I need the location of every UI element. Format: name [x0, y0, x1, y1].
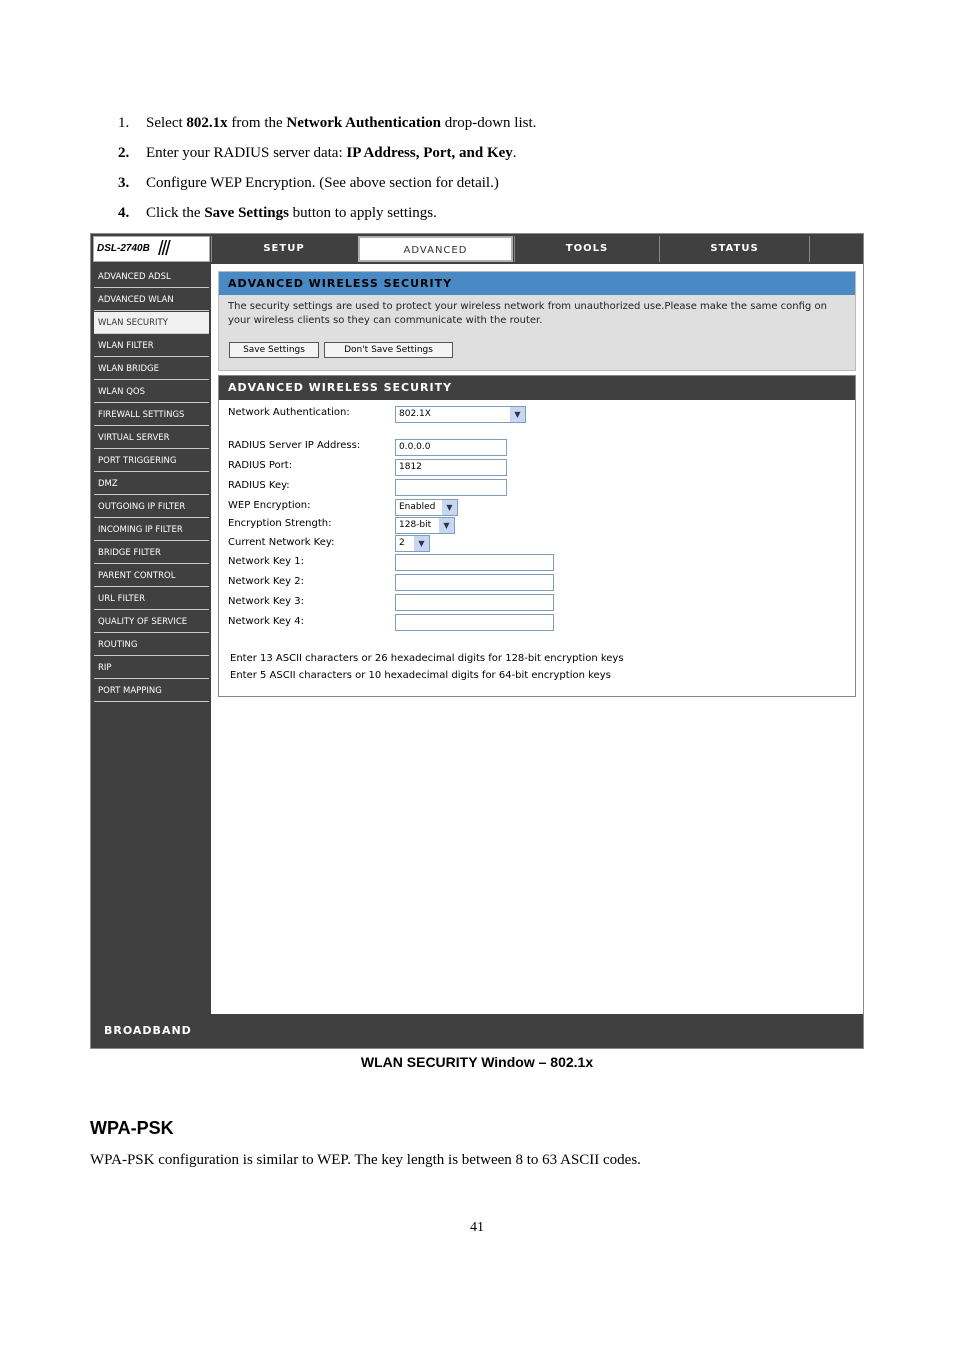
- sidebar-item-rip[interactable]: RIP: [94, 657, 209, 679]
- key-length-note-64: Enter 5 ASCII characters or 10 hexadecimal digits for 64-bit encryption keys: [230, 670, 611, 681]
- network-key-1-input[interactable]: [395, 554, 554, 571]
- model-logo: DSL-2740B ///: [93, 236, 210, 262]
- sidebar-item-dmz[interactable]: DMZ: [94, 473, 209, 495]
- router-ui-screenshot: [90, 233, 864, 1049]
- network-key-2-input[interactable]: [395, 574, 554, 591]
- radius-ip-label: RADIUS Server IP Address:: [228, 440, 361, 451]
- sidebar-item-advanced-adsl[interactable]: ADVANCED ADSL: [94, 266, 209, 288]
- wep-encryption-select[interactable]: Enabled ▼: [395, 499, 458, 516]
- radius-ip-input[interactable]: 0.0.0.0: [395, 439, 507, 456]
- sidebar-item-quality-of-service[interactable]: QUALITY OF SERVICE: [94, 611, 209, 633]
- dont-save-settings-button[interactable]: Don't Save Settings: [324, 342, 453, 358]
- radius-port-input[interactable]: 1812: [395, 459, 507, 476]
- logo-slashes-icon: ///: [158, 238, 169, 260]
- network-key-3-input[interactable]: [395, 594, 554, 611]
- step-number: 3.: [118, 175, 130, 191]
- tab-empty: [809, 236, 863, 262]
- radius-key-label: RADIUS Key:: [228, 480, 290, 491]
- sidebar-item-advanced-wlan[interactable]: ADVANCED WLAN: [94, 289, 209, 311]
- sidebar-menu: [91, 264, 211, 1014]
- current-network-key-label: Current Network Key:: [228, 537, 335, 548]
- sidebar-item-port-triggering[interactable]: PORT TRIGGERING: [94, 450, 209, 472]
- panel-description: The security settings are used to protect your wireless network from unauthorized use.Please make the same config on your wireless clients so they can communicate with the router.: [228, 301, 827, 326]
- radius-key-input[interactable]: [395, 479, 507, 496]
- body-paragraph: WPA-PSK configuration is similar to WEP. The key length is between 8 to 63 ASCII codes.: [90, 1152, 641, 1168]
- network-key-2-label: Network Key 2:: [228, 576, 304, 587]
- page-number: 41: [470, 1220, 484, 1235]
- encryption-strength-label: Encryption Strength:: [228, 518, 332, 529]
- sidebar-item-outgoing-ip-filter[interactable]: OUTGOING IP FILTER: [94, 496, 209, 518]
- sidebar-item-wlan-qos[interactable]: WLAN QOS: [94, 381, 209, 403]
- network-key-4-input[interactable]: [395, 614, 554, 631]
- broadband-logo: BROADBAND: [104, 1024, 192, 1037]
- tab-tools[interactable]: TOOLS: [514, 236, 659, 262]
- sidebar-item-virtual-server[interactable]: VIRTUAL SERVER: [94, 427, 209, 449]
- step-number: 4.: [118, 205, 130, 221]
- sidebar-item-bridge-filter[interactable]: BRIDGE FILTER: [94, 542, 209, 564]
- chevron-down-icon: ▼: [442, 500, 457, 515]
- step-number: 2.: [118, 145, 130, 161]
- network-authentication-label: Network Authentication:: [228, 407, 350, 418]
- network-key-3-label: Network Key 3:: [228, 596, 304, 607]
- chevron-down-icon: ▼: [510, 407, 525, 422]
- step-1: 1. Select 802.1x from the Network Authentication drop-down list.: [118, 112, 536, 142]
- network-key-4-label: Network Key 4:: [228, 616, 304, 627]
- encryption-strength-select[interactable]: 128-bit ▼: [395, 517, 455, 534]
- sidebar-item-firewall-settings[interactable]: FIREWALL SETTINGS: [94, 404, 209, 426]
- save-settings-button[interactable]: Save Settings: [229, 342, 319, 358]
- top-nav-bar: [91, 234, 863, 264]
- tab-status[interactable]: STATUS: [659, 236, 809, 262]
- chevron-down-icon: ▼: [439, 518, 454, 533]
- step-number: 1.: [118, 115, 130, 131]
- sidebar-item-wlan-bridge[interactable]: WLAN BRIDGE: [94, 358, 209, 380]
- network-key-1-label: Network Key 1:: [228, 556, 304, 567]
- tab-setup[interactable]: SETUP: [211, 236, 356, 262]
- figure-caption: WLAN SECURITY Window – 802.1x: [360, 1054, 594, 1070]
- sidebar-item-incoming-ip-filter[interactable]: INCOMING IP FILTER: [94, 519, 209, 541]
- sidebar-item-wlan-filter[interactable]: WLAN FILTER: [94, 335, 209, 357]
- step-3: 3. Configure WEP Encryption. (See above section for detail.): [118, 172, 536, 202]
- security-settings-panel: [218, 375, 856, 697]
- step-4: 4. Click the Save Settings button to apply settings.: [118, 202, 536, 232]
- section-heading: WPA-PSK: [90, 1118, 174, 1138]
- sidebar-item-port-mapping[interactable]: PORT MAPPING: [94, 680, 209, 702]
- current-network-key-select[interactable]: 2 ▼: [395, 535, 430, 552]
- footer-bar: [91, 1014, 863, 1048]
- sidebar-item-url-filter[interactable]: URL FILTER: [94, 588, 209, 610]
- key-length-note-128: Enter 13 ASCII characters or 26 hexadecimal digits for 128-bit encryption keys: [230, 653, 624, 664]
- instruction-steps: [118, 112, 536, 232]
- panel-title: ADVANCED WIRELESS SECURITY: [219, 376, 855, 400]
- chevron-down-icon: ▼: [414, 536, 429, 551]
- network-authentication-select[interactable]: 802.1X ▼: [395, 406, 526, 423]
- radius-port-label: RADIUS Port:: [228, 460, 293, 471]
- step-2: 2. Enter your RADIUS server data: IP Address, Port, and Key.: [118, 142, 536, 172]
- sidebar-item-routing[interactable]: ROUTING: [94, 634, 209, 656]
- sidebar-item-parent-control[interactable]: PARENT CONTROL: [94, 565, 209, 587]
- tab-advanced[interactable]: ADVANCED: [358, 236, 513, 262]
- panel-title: ADVANCED WIRELESS SECURITY: [219, 272, 855, 295]
- info-panel: [218, 271, 856, 371]
- sidebar-item-wlan-security[interactable]: WLAN SECURITY: [94, 312, 209, 334]
- wep-encryption-label: WEP Encryption:: [228, 500, 311, 511]
